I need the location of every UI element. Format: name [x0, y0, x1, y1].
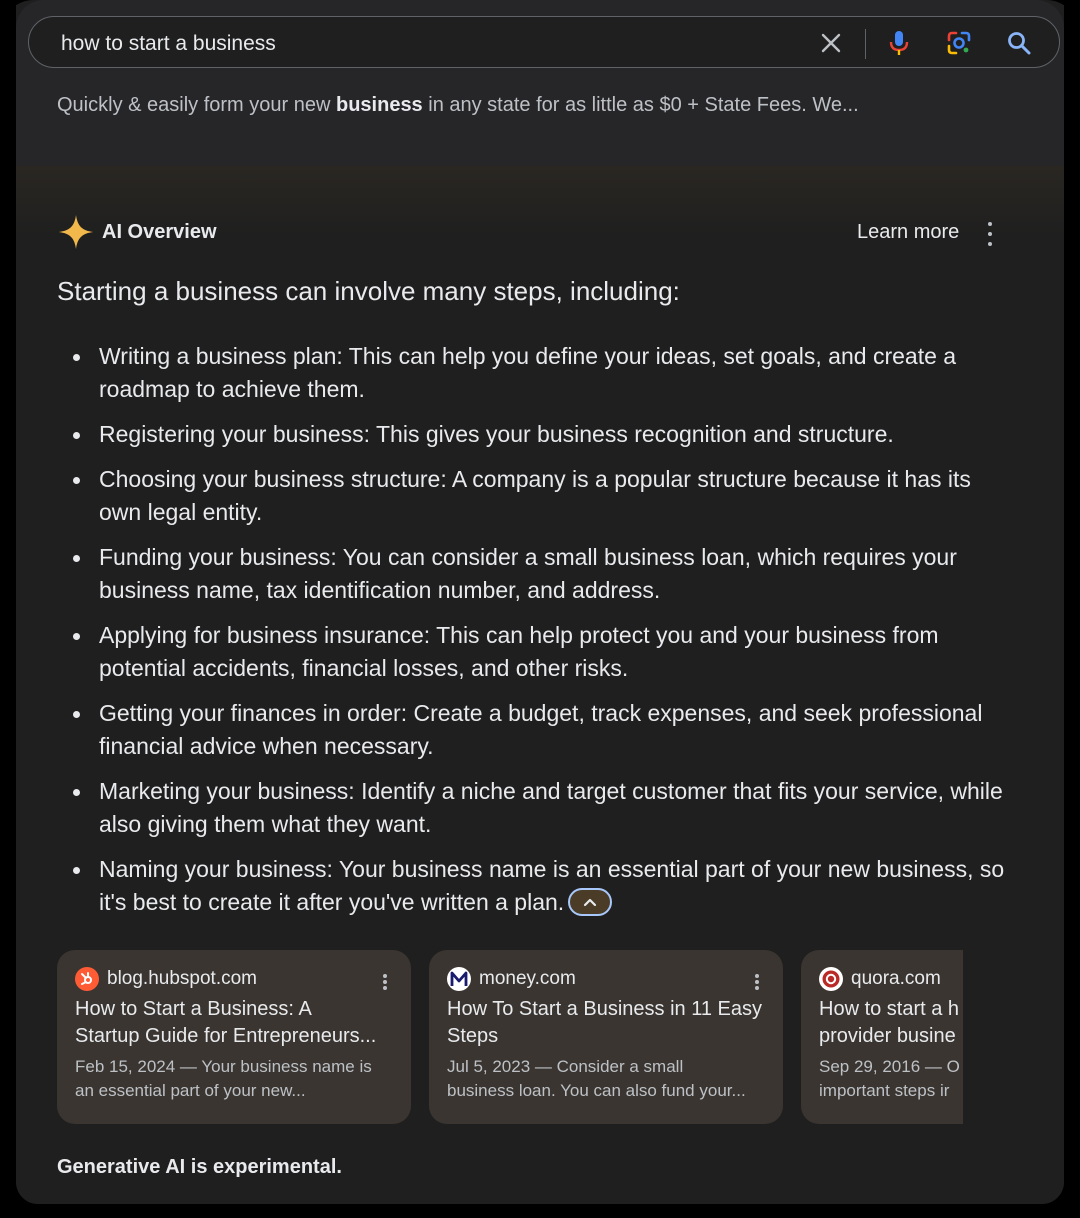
ai-disclaimer: Generative AI is experimental. [57, 1156, 342, 1178]
result-snippet [16, 80, 1064, 166]
card-source [447, 964, 765, 994]
list-item: Marketing your business: Identify a niche and target customer that fits your service, while also giving them what they want. [57, 775, 1007, 841]
collapse-sources-button[interactable] [568, 888, 612, 916]
card-snippet-line2: important steps ir [819, 1081, 950, 1100]
search-icon [1006, 30, 1032, 56]
list-item: Getting your finances in order: Create a budget, track expenses, and seek professional financial advice when necessary. [57, 697, 1007, 763]
source-card-hubspot[interactable] [57, 950, 411, 1124]
list-item: Applying for business insurance: This can help protect you and your business from potential accidents, financial losses, and other risks. [57, 619, 1007, 685]
search-input[interactable] [59, 29, 763, 59]
card-snippet-line1: Sep 29, 2016 — O [819, 1057, 960, 1076]
source-site: money.com [479, 968, 576, 989]
search-box[interactable] [28, 16, 1060, 68]
card-snippet-line1: Feb 15, 2024 — Your business name is [75, 1057, 372, 1076]
snippet-text [57, 94, 859, 117]
card-title-line1[interactable]: How to Start a Business: A [75, 998, 312, 1020]
search-divider [865, 29, 866, 59]
close-icon [820, 32, 842, 54]
learn-more-link[interactable]: Learn more [857, 221, 960, 243]
money-favicon-icon [447, 967, 471, 991]
quora-favicon-icon [819, 967, 843, 991]
hubspot-favicon-icon [75, 967, 99, 991]
list-item-text: Naming your business: Your business name is an essential part of your new business, so it's best to create it after you've written a plan. [99, 856, 1005, 915]
ai-overview-header [58, 214, 217, 250]
card-title-line1[interactable]: How To Start a Business in 11 Easy [447, 998, 762, 1020]
ai-overview-title: AI Overview [102, 220, 217, 243]
mic-icon [888, 29, 910, 57]
sparkle-icon [58, 214, 94, 250]
card-snippet-line1: Jul 5, 2023 — Consider a small [447, 1057, 684, 1076]
steps-list [57, 340, 1007, 931]
source-cards-carousel [57, 950, 963, 1124]
source-site: quora.com [851, 968, 941, 989]
card-title-line2[interactable]: Startup Guide for Entrepreneurs... [75, 1025, 377, 1047]
search-button[interactable] [1005, 29, 1033, 57]
snippet-bold-term: business [335, 94, 423, 116]
card-more-button[interactable] [755, 974, 759, 990]
list-item: Registering your business: This gives your business recognition and structure. [57, 418, 1007, 451]
snippet-suffix: in any state for as little as $0 + State Fees. We... [422, 94, 859, 116]
card-source [75, 964, 393, 994]
source-card-quora[interactable] [801, 950, 963, 1124]
source-site: blog.hubspot.com [107, 968, 257, 989]
browser-screen [16, 0, 1064, 1204]
voice-search-button[interactable] [885, 29, 913, 57]
source-card-money[interactable] [429, 950, 783, 1124]
lens-search-button[interactable] [945, 29, 973, 57]
clear-button[interactable] [817, 29, 845, 57]
more-options-button[interactable] [984, 222, 996, 246]
card-title-line2[interactable]: provider busine [819, 1025, 956, 1047]
card-title-line2[interactable]: Steps [447, 1025, 499, 1047]
lens-icon [945, 29, 973, 57]
card-title-line1[interactable]: How to start a h [819, 998, 960, 1020]
card-source [819, 964, 963, 994]
snippet-prefix: Quickly & easily form your new [57, 94, 336, 116]
card-more-button[interactable] [383, 974, 387, 990]
ai-overview-intro: Starting a business can involve many steps, including: [57, 276, 680, 306]
card-snippet-line2: an essential part of your new... [75, 1081, 306, 1100]
card-snippet-line2: business loan. You can also fund your... [447, 1081, 746, 1100]
list-item-last [57, 853, 1007, 919]
ai-overview-panel [16, 166, 1064, 1204]
list-item: Funding your business: You can consider a small business loan, which requires your business name, tax identification number, and address. [57, 541, 1007, 607]
more-vert-icon [988, 222, 992, 246]
list-item: Writing a business plan: This can help you define your ideas, set goals, and create a roadmap to achieve them. [57, 340, 1007, 406]
list-item: Choosing your business structure: A company is a popular structure because it has its own legal entity. [57, 463, 1007, 529]
chevron-up-icon [583, 897, 597, 907]
search-header [16, 0, 1064, 80]
